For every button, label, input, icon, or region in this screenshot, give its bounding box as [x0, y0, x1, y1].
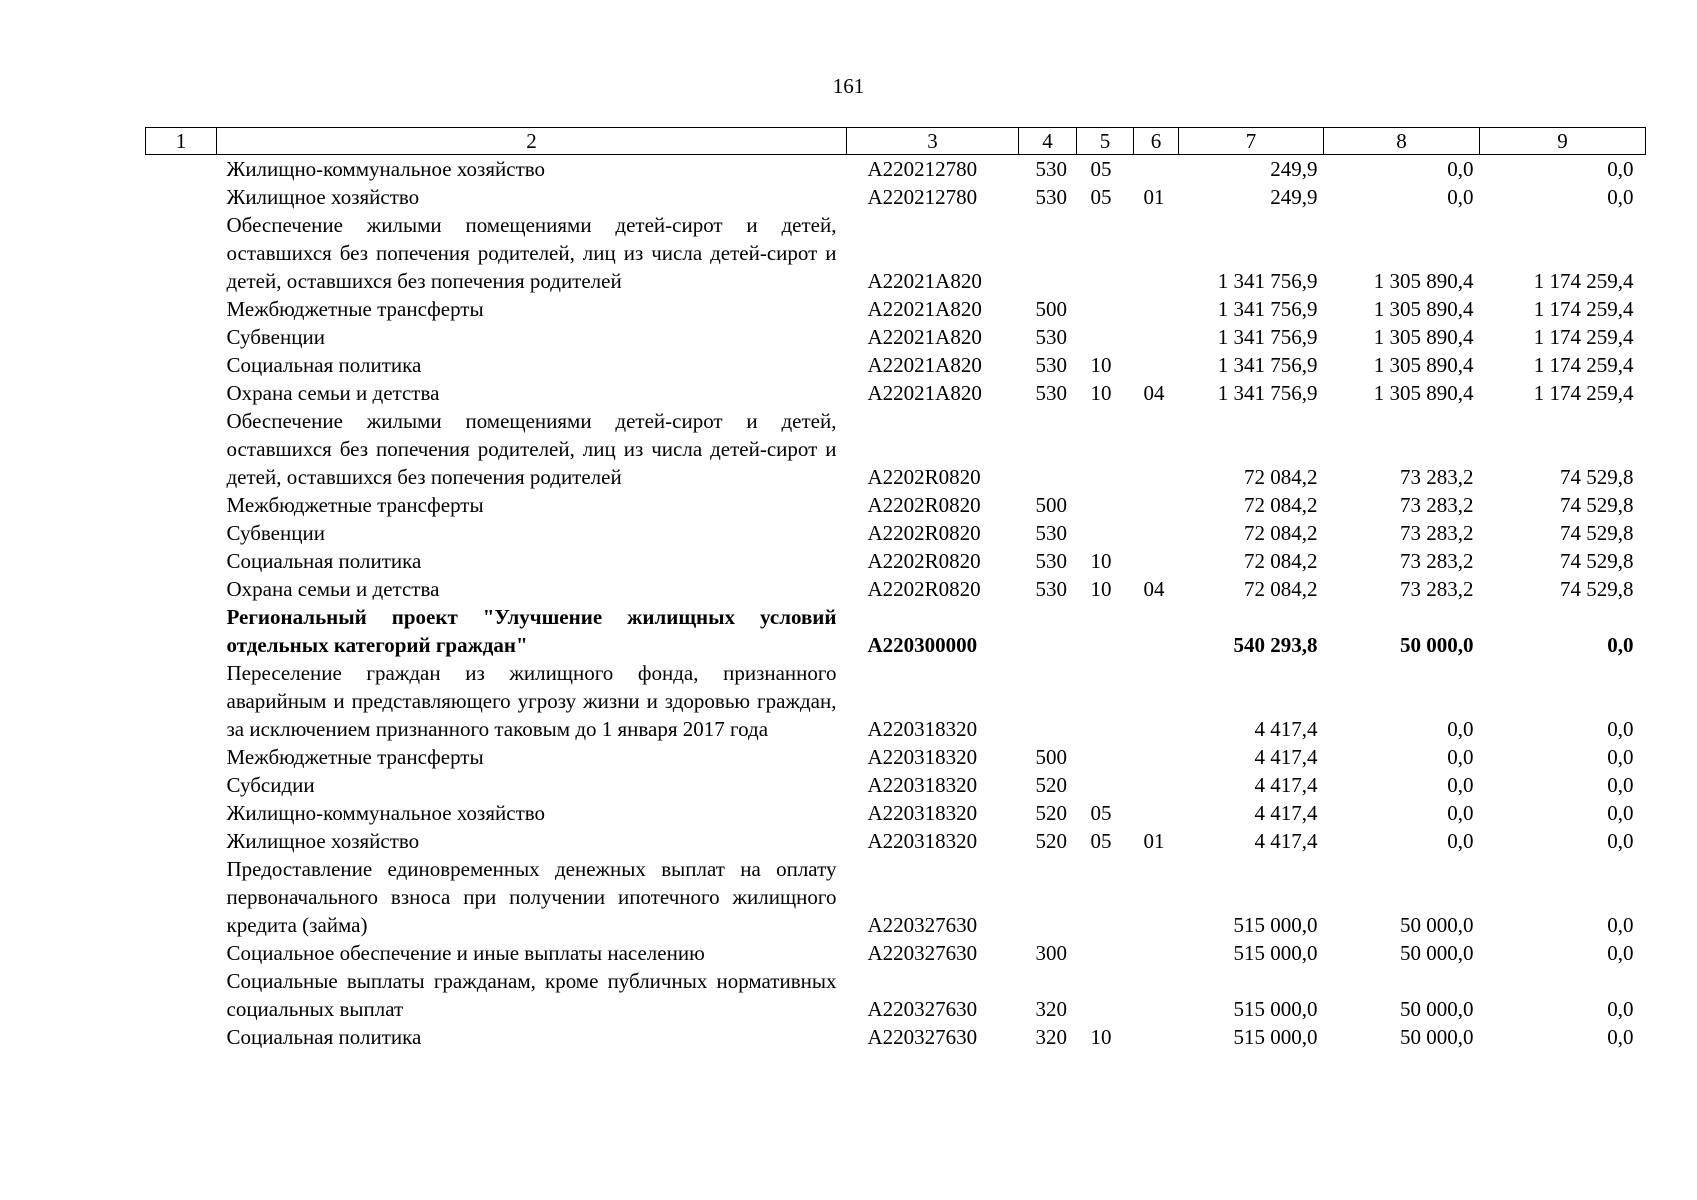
cell-subsection [1134, 743, 1179, 771]
table-row [146, 603, 1646, 659]
cell-amount-col-9: 0,0 [1607, 717, 1634, 741]
table-row [146, 155, 1646, 184]
header-col-1: 1 [146, 128, 217, 155]
cell-name: Переселение граждан из жилищного фонда, признанного аварийным и представляющего угрозу жизни и здоровью граждан, за исключением признанного таковым до 1 января 2017 года [226, 661, 837, 741]
cell-expense-type: 520 [1035, 801, 1067, 825]
cell-amount-col-7: 1 341 756,9 [1217, 381, 1318, 405]
cell-name: Субвенции [226, 521, 325, 545]
cell-amount-col-7: 515 000,0 [1233, 1025, 1318, 1049]
cell-amount-col-7: 72 084,2 [1244, 521, 1318, 545]
table-row [146, 211, 1646, 295]
cell-expense-type: 500 [1035, 493, 1067, 517]
cell-section [1077, 743, 1134, 771]
cell-expense-type [1019, 603, 1077, 659]
table-row [146, 407, 1646, 491]
header-col-2: 2 [217, 128, 847, 155]
cell-subsection [1134, 155, 1179, 184]
cell-expense-type: 530 [1035, 325, 1067, 349]
cell-amount-col-8: 50 000,0 [1400, 633, 1474, 657]
cell-subsection [1134, 1023, 1179, 1051]
cell-target-code: А220318320 [867, 773, 978, 797]
cell-subsection: 04 [1143, 577, 1165, 601]
cell-target-code: А22021А820 [867, 269, 982, 293]
cell-section [1077, 323, 1134, 351]
cell-col-1 [146, 295, 217, 323]
cell-expense-type: 320 [1035, 997, 1067, 1021]
cell-amount-col-7: 1 341 756,9 [1217, 269, 1318, 293]
cell-target-code: А220212780 [867, 185, 978, 209]
cell-amount-col-9: 74 529,8 [1560, 465, 1634, 489]
cell-section: 10 [1090, 1025, 1112, 1049]
cell-amount-col-7: 72 084,2 [1244, 465, 1318, 489]
cell-amount-col-8: 73 283,2 [1400, 577, 1474, 601]
cell-amount-col-7: 4 417,4 [1254, 717, 1318, 741]
header-col-8: 8 [1324, 128, 1480, 155]
table-row [146, 1023, 1646, 1051]
cell-col-1 [146, 183, 217, 211]
cell-expense-type: 520 [1035, 829, 1067, 853]
cell-col-1 [146, 827, 217, 855]
cell-amount-col-7: 4 417,4 [1254, 773, 1318, 797]
cell-name: Жилищное хозяйство [226, 185, 420, 209]
cell-target-code: А220300000 [867, 633, 978, 657]
cell-target-code: А2202R0820 [867, 577, 981, 601]
cell-name: Межбюджетные трансферты [226, 297, 484, 321]
table-row [146, 939, 1646, 967]
table-row [146, 743, 1646, 771]
cell-section: 05 [1090, 157, 1112, 181]
header-col-3: 3 [847, 128, 1019, 155]
cell-amount-col-8: 1 305 890,4 [1373, 269, 1474, 293]
cell-amount-col-8: 0,0 [1447, 745, 1474, 769]
cell-name: Социальная политика [226, 353, 422, 377]
cell-expense-type [1019, 855, 1077, 939]
cell-expense-type [1019, 407, 1077, 491]
cell-amount-col-8: 0,0 [1447, 157, 1474, 181]
cell-amount-col-9: 74 529,8 [1560, 493, 1634, 517]
cell-name: Региональный проект "Улучшение жилищных условий отдельных категорий граждан" [226, 605, 837, 657]
cell-target-code: А220327630 [867, 941, 978, 965]
header-col-9: 9 [1480, 128, 1646, 155]
cell-section [1077, 603, 1134, 659]
cell-target-code: А220318320 [867, 745, 978, 769]
cell-expense-type: 320 [1035, 1025, 1067, 1049]
cell-col-1 [146, 323, 217, 351]
cell-amount-col-8: 50 000,0 [1400, 997, 1474, 1021]
cell-target-code: А220318320 [867, 717, 978, 741]
table-row [146, 771, 1646, 799]
cell-target-code: А2202R0820 [867, 465, 981, 489]
cell-name: Предоставление единовременных денежных выплат на оплату первоначального взноса при получении ипотечного жилищного кредита (займа) [226, 857, 837, 937]
cell-name: Жилищно-коммунальное хозяйство [226, 801, 546, 825]
cell-name: Социальное обеспечение и иные выплаты населению [226, 941, 705, 965]
cell-amount-col-8: 1 305 890,4 [1373, 381, 1474, 405]
cell-amount-col-9: 1 174 259,4 [1533, 297, 1634, 321]
cell-section: 10 [1090, 549, 1112, 573]
cell-amount-col-7: 4 417,4 [1254, 829, 1318, 853]
cell-col-1 [146, 491, 217, 519]
cell-col-1 [146, 575, 217, 603]
cell-col-1 [146, 771, 217, 799]
cell-section: 05 [1090, 185, 1112, 209]
cell-section [1077, 491, 1134, 519]
cell-col-1 [146, 407, 217, 491]
cell-col-1 [146, 351, 217, 379]
cell-col-1 [146, 211, 217, 295]
cell-col-1 [146, 519, 217, 547]
cell-amount-col-7: 72 084,2 [1244, 549, 1318, 573]
cell-target-code: А22021А820 [867, 353, 982, 377]
cell-section [1077, 967, 1134, 1023]
cell-expense-type: 530 [1035, 577, 1067, 601]
cell-name: Обеспечение жилыми помещениями детей-сирот и детей, оставшихся без попечения родителей, лиц из числа детей-сирот и детей, оставшихся без попечения родителей [226, 409, 837, 489]
cell-name: Охрана семьи и детства [226, 577, 440, 601]
cell-amount-col-7: 72 084,2 [1244, 577, 1318, 601]
cell-subsection [1134, 407, 1179, 491]
table-row [146, 827, 1646, 855]
cell-name: Межбюджетные трансферты [226, 745, 484, 769]
cell-amount-col-9: 1 174 259,4 [1533, 381, 1634, 405]
cell-amount-col-9: 0,0 [1607, 801, 1634, 825]
table-row [146, 575, 1646, 603]
cell-target-code: А220318320 [867, 829, 978, 853]
cell-amount-col-8: 50 000,0 [1400, 1025, 1474, 1049]
cell-expense-type: 530 [1035, 381, 1067, 405]
cell-amount-col-9: 74 529,8 [1560, 521, 1634, 545]
cell-section [1077, 407, 1134, 491]
cell-subsection [1134, 771, 1179, 799]
cell-col-1 [146, 1023, 217, 1051]
cell-expense-type: 530 [1035, 185, 1067, 209]
cell-name: Субвенции [226, 325, 325, 349]
cell-amount-col-7: 249,9 [1270, 157, 1318, 181]
cell-section: 05 [1090, 829, 1112, 853]
table-row [146, 491, 1646, 519]
cell-amount-col-7: 249,9 [1270, 185, 1318, 209]
cell-section: 10 [1090, 381, 1112, 405]
cell-subsection [1134, 547, 1179, 575]
cell-name: Жилищное хозяйство [226, 829, 420, 853]
cell-subsection [1134, 603, 1179, 659]
table-row [146, 323, 1646, 351]
header-col-5: 5 [1077, 128, 1134, 155]
cell-amount-col-9: 74 529,8 [1560, 549, 1634, 573]
table-row [146, 183, 1646, 211]
cell-subsection [1134, 519, 1179, 547]
cell-amount-col-7: 1 341 756,9 [1217, 325, 1318, 349]
cell-subsection: 04 [1143, 381, 1165, 405]
cell-amount-col-8: 50 000,0 [1400, 941, 1474, 965]
cell-col-1 [146, 855, 217, 939]
cell-amount-col-9: 0,0 [1607, 1025, 1634, 1049]
cell-amount-col-9: 0,0 [1607, 633, 1634, 657]
cell-section: 10 [1090, 353, 1112, 377]
budget-table [145, 127, 1646, 1051]
cell-amount-col-7: 515 000,0 [1233, 913, 1318, 937]
cell-expense-type: 530 [1035, 521, 1067, 545]
cell-subsection [1134, 799, 1179, 827]
cell-amount-col-8: 1 305 890,4 [1373, 353, 1474, 377]
header-col-4: 4 [1019, 128, 1077, 155]
cell-amount-col-9: 74 529,8 [1560, 577, 1634, 601]
cell-col-1 [146, 659, 217, 743]
cell-target-code: А2202R0820 [867, 493, 981, 517]
cell-col-1 [146, 939, 217, 967]
header-col-6: 6 [1134, 128, 1179, 155]
cell-amount-col-9: 0,0 [1607, 773, 1634, 797]
cell-amount-col-8: 1 305 890,4 [1373, 297, 1474, 321]
cell-expense-type: 530 [1035, 549, 1067, 573]
cell-amount-col-9: 0,0 [1607, 185, 1634, 209]
cell-subsection [1134, 855, 1179, 939]
cell-amount-col-8: 73 283,2 [1400, 465, 1474, 489]
cell-amount-col-9: 0,0 [1607, 997, 1634, 1021]
cell-section [1077, 211, 1134, 295]
cell-target-code: А220318320 [867, 801, 978, 825]
cell-name: Социальные выплаты гражданам, кроме публичных нормативных социальных выплат [226, 969, 837, 1021]
cell-expense-type [1019, 659, 1077, 743]
cell-section [1077, 519, 1134, 547]
cell-col-1 [146, 799, 217, 827]
cell-amount-col-7: 515 000,0 [1233, 997, 1318, 1021]
cell-expense-type: 500 [1035, 297, 1067, 321]
cell-amount-col-9: 0,0 [1607, 157, 1634, 181]
cell-amount-col-8: 1 305 890,4 [1373, 325, 1474, 349]
cell-amount-col-7: 4 417,4 [1254, 745, 1318, 769]
cell-section [1077, 855, 1134, 939]
cell-target-code: А220212780 [867, 157, 978, 181]
cell-amount-col-8: 0,0 [1447, 829, 1474, 853]
cell-amount-col-9: 0,0 [1607, 913, 1634, 937]
cell-col-1 [146, 379, 217, 407]
cell-name: Межбюджетные трансферты [226, 493, 484, 517]
cell-amount-col-7: 1 341 756,9 [1217, 297, 1318, 321]
cell-amount-col-9: 1 174 259,4 [1533, 269, 1634, 293]
table-header [146, 128, 1646, 155]
cell-section: 05 [1090, 801, 1112, 825]
cell-target-code: А22021А820 [867, 297, 982, 321]
page-number: 161 [832, 74, 865, 98]
table-row [146, 659, 1646, 743]
table-row [146, 855, 1646, 939]
cell-amount-col-7: 72 084,2 [1244, 493, 1318, 517]
cell-subsection [1134, 939, 1179, 967]
cell-name: Охрана семьи и детства [226, 381, 440, 405]
cell-target-code: А220327630 [867, 913, 978, 937]
header-col-7: 7 [1179, 128, 1324, 155]
cell-subsection: 01 [1143, 185, 1165, 209]
cell-subsection [1134, 351, 1179, 379]
cell-col-1 [146, 155, 217, 184]
table-row [146, 295, 1646, 323]
cell-amount-col-8: 0,0 [1447, 773, 1474, 797]
table-row [146, 799, 1646, 827]
cell-section: 10 [1090, 577, 1112, 601]
cell-subsection [1134, 491, 1179, 519]
table-row [146, 351, 1646, 379]
cell-amount-col-8: 0,0 [1447, 717, 1474, 741]
cell-amount-col-8: 73 283,2 [1400, 493, 1474, 517]
cell-amount-col-8: 73 283,2 [1400, 521, 1474, 545]
table-row [146, 379, 1646, 407]
cell-target-code: А220327630 [867, 1025, 978, 1049]
cell-target-code: А220327630 [867, 997, 978, 1021]
cell-amount-col-9: 0,0 [1607, 941, 1634, 965]
cell-amount-col-8: 0,0 [1447, 185, 1474, 209]
cell-target-code: А2202R0820 [867, 521, 981, 545]
cell-target-code: А22021А820 [867, 325, 982, 349]
cell-expense-type: 300 [1035, 941, 1067, 965]
cell-target-code: А2202R0820 [867, 549, 981, 573]
header-row [146, 128, 1646, 155]
table-row [146, 547, 1646, 575]
cell-subsection [1134, 967, 1179, 1023]
cell-expense-type: 530 [1035, 353, 1067, 377]
cell-name: Обеспечение жилыми помещениями детей-сирот и детей, оставшихся без попечения родителей, лиц из числа детей-сирот и детей, оставшихся без попечения родителей [226, 213, 837, 293]
table-row [146, 967, 1646, 1023]
cell-amount-col-8: 0,0 [1447, 801, 1474, 825]
cell-col-1 [146, 547, 217, 575]
cell-amount-col-7: 4 417,4 [1254, 801, 1318, 825]
cell-amount-col-9: 1 174 259,4 [1533, 325, 1634, 349]
table-body [146, 155, 1646, 1052]
cell-col-1 [146, 743, 217, 771]
cell-col-1 [146, 603, 217, 659]
cell-subsection [1134, 323, 1179, 351]
cell-subsection [1134, 295, 1179, 323]
cell-amount-col-8: 50 000,0 [1400, 913, 1474, 937]
cell-expense-type [1019, 211, 1077, 295]
table-row [146, 519, 1646, 547]
cell-subsection [1134, 211, 1179, 295]
cell-section [1077, 771, 1134, 799]
cell-amount-col-7: 1 341 756,9 [1217, 353, 1318, 377]
cell-section [1077, 939, 1134, 967]
cell-name: Социальная политика [226, 549, 422, 573]
cell-amount-col-9: 0,0 [1607, 745, 1634, 769]
cell-expense-type: 530 [1035, 157, 1067, 181]
cell-section [1077, 295, 1134, 323]
cell-amount-col-7: 515 000,0 [1233, 941, 1318, 965]
cell-name: Субсидии [226, 773, 315, 797]
cell-subsection: 01 [1143, 829, 1165, 853]
cell-expense-type: 520 [1035, 773, 1067, 797]
cell-name: Социальная политика [226, 1025, 422, 1049]
cell-amount-col-7: 540 293,8 [1233, 633, 1318, 657]
cell-subsection [1134, 659, 1179, 743]
cell-name: Жилищно-коммунальное хозяйство [226, 157, 546, 181]
cell-amount-col-8: 73 283,2 [1400, 549, 1474, 573]
cell-col-1 [146, 967, 217, 1023]
cell-amount-col-9: 1 174 259,4 [1533, 353, 1634, 377]
cell-amount-col-9: 0,0 [1607, 829, 1634, 853]
cell-expense-type: 500 [1035, 745, 1067, 769]
cell-section [1077, 659, 1134, 743]
cell-target-code: А22021А820 [867, 381, 982, 405]
